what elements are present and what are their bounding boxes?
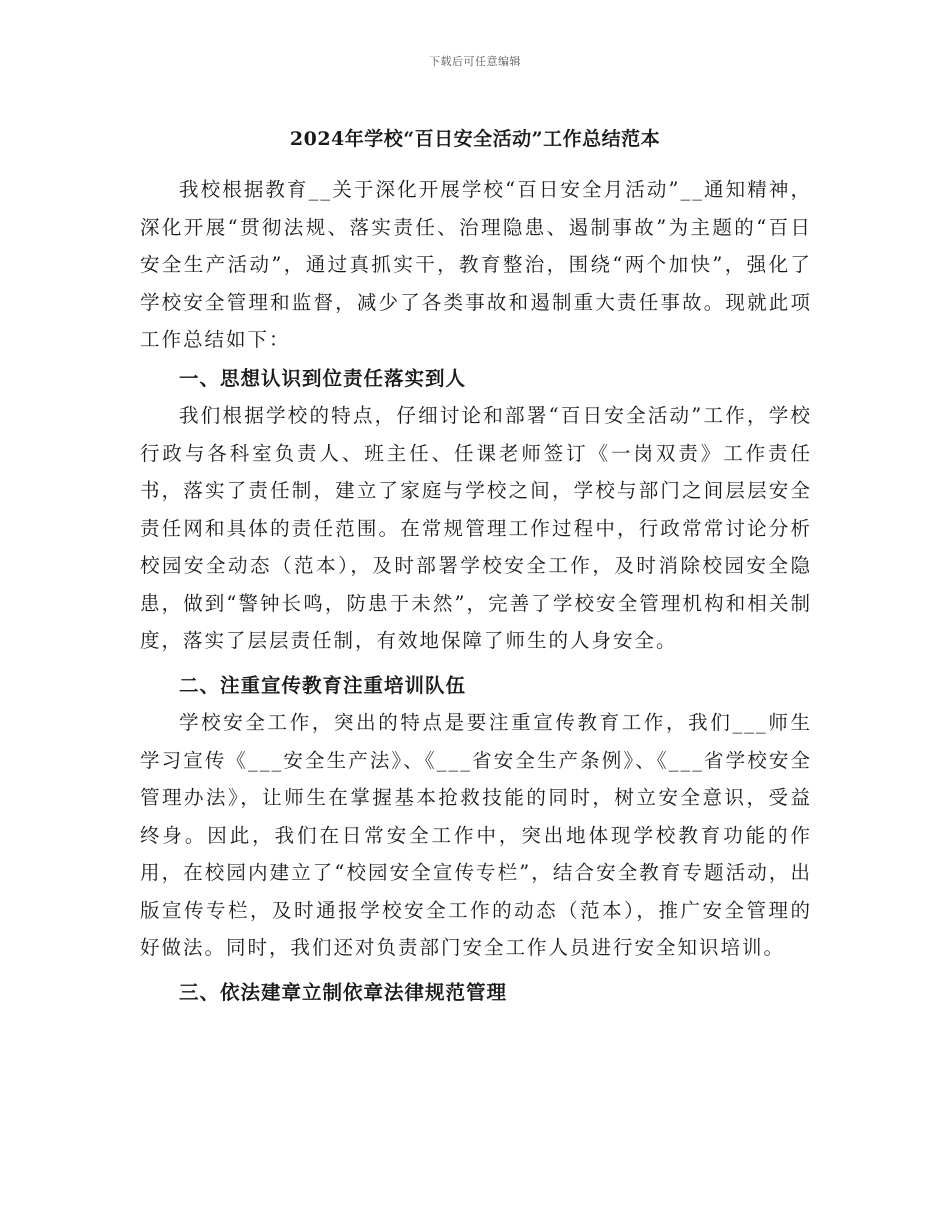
section-3-heading: 三、依法建章立制依章法律规范管理 — [179, 980, 508, 1004]
page-header-note: 下载后可任意编辑 — [429, 55, 521, 68]
intro-paragraph: 我校根据教育__关于深化开展学校“百日安全月活动”__通知精神，深化开展“贯彻法规、落实责任、治理隐患、遏制事故”为主题的“百日安全生产活动”，通过真抓实干，教育整治，围绕“两个加快”，强化了学校安全管理和监督，减少了各类事故和遏制重大责任事故。现就此项工作总结如下： — [140, 178, 812, 351]
section-2-heading: 二、注重宣传教育注重培训队伍 — [179, 673, 467, 697]
document-body — [140, 171, 812, 1011]
section-2-paragraph: 学校安全工作，突出的特点是要注重宣传教育工作，我们___师生学习宣传《___安全生产法》、《___省安全生产条例》、《___省学校安全管理办法》，让师生在掌握基本抢救技能的同时，树立安全意识，受益终身。因此，我们在日常安全工作中，突出地体现学校教育功能的作用，在校园内建立了“校园安全宣传专栏”，结合安全教育专题活动，出版宣传专栏，及时通报学校安全工作的动态（范本），推广安全管理的好做法。同时，我们还对负责部门安全工作人员进行安全知识培训。 — [140, 711, 812, 959]
section-1-paragraph: 我们根据学校的特点，仔细讨论和部署“百日安全活动”工作，学校行政与各科室负责人、班主任、任课老师签订《一岗双责》工作责任书，落实了责任制，建立了家庭与学校之间，学校与部门之间层层安全责任网和具体的责任范围。在常规管理工作过程中，行政常常讨论分析校园安全动态（范本），及时部署学校安全工作，及时消除校园安全隐患，做到“警钟长鸣，防患于未然”，完善了学校安全管理机构和相关制度，落实了层层责任制，有效地保障了师生的人身安全。 — [140, 404, 812, 652]
document-title: 2024年学校“百日安全活动”工作总结范本 — [289, 128, 661, 150]
section-1-heading: 一、思想认识到位责任落实到人 — [179, 366, 467, 390]
